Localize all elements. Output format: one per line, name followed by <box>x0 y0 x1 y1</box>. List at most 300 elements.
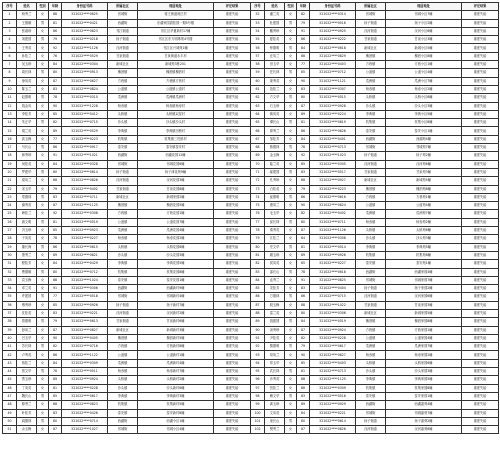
left-name-cell: 邓兰英 <box>17 285 37 293</box>
left-seq-cell: 37 <box>3 309 17 317</box>
left-community-cell: 沙头镇 <box>108 119 138 127</box>
right-seq-cell: 69 <box>251 152 265 160</box>
right-age-cell: 83 <box>297 285 310 293</box>
left-age-cell: 90 <box>49 102 62 110</box>
right-id-number-cell: 321022****1023 <box>310 152 356 160</box>
left-result-cell: 重度失能 <box>214 52 251 60</box>
right-result-cell: 重度失能 <box>462 409 499 417</box>
left-name-cell: 曾德明 <box>17 318 37 326</box>
right-seq-cell: 95 <box>251 368 265 376</box>
left-seq-cell: 4 <box>3 36 17 44</box>
right-id-number-cell: 321022****1125 <box>310 376 356 384</box>
left-seq-cell: 41 <box>3 343 17 351</box>
left-id-number-cell: 321022****0304 <box>62 61 108 69</box>
left-result-cell: 重度失能 <box>214 11 251 19</box>
right-community-cell: 瓜洲镇 <box>356 210 386 218</box>
right-id-number-cell: 321022****0618 <box>310 268 356 276</box>
left-gender-cell: 女 <box>37 77 49 85</box>
right-address-cell: 汊河苑6幢 <box>386 160 462 168</box>
left-result-cell: 重度失能 <box>214 318 251 326</box>
left-result-header: 评定结果 <box>214 3 251 11</box>
left-age-cell: 88 <box>49 276 62 284</box>
left-community-cell: 邗城街 <box>108 11 138 19</box>
right-seq-cell: 99 <box>251 401 265 409</box>
left-age-cell: 86 <box>49 351 62 359</box>
right-seq-cell: 96 <box>251 376 265 384</box>
right-community-cell: 李典镇 <box>356 110 386 118</box>
right-id-number-cell: 321022****0829 <box>310 52 356 60</box>
right-address-cell: 槐泗苑8幢 <box>386 185 462 193</box>
right-gender-cell: 女 <box>285 285 297 293</box>
left-age-cell: 80 <box>49 69 62 77</box>
left-id-number-cell: 321022****0917 <box>62 144 108 152</box>
right-name-cell: 金玉梅 <box>265 152 285 160</box>
right-id-number-cell: 321022****0926 <box>310 251 356 259</box>
right-seq-cell: 90 <box>251 326 265 334</box>
left-name-cell: 冯玉珍 <box>17 227 37 235</box>
right-gender-cell: 女 <box>285 401 297 409</box>
right-id-number-cell: 321022****0617 <box>310 343 356 351</box>
left-age-cell: 86 <box>49 27 62 35</box>
right-seq-cell: 66 <box>251 127 265 135</box>
left-address-cell: 新城苑3栋201 <box>138 61 214 69</box>
left-gender-cell: 男 <box>37 293 49 301</box>
left-name-cell: 梁凤兰 <box>17 177 37 185</box>
right-name-cell: 邹桂芳 <box>265 135 285 143</box>
left-address-cell: 甘泉新村6幢 <box>138 318 214 326</box>
left-address-cell: 甘泉街道永丰村 <box>138 52 214 60</box>
left-address-cell: 邗江区东方明珠苑4号楼 <box>138 36 214 44</box>
right-result-cell: 重度失能 <box>462 69 499 77</box>
left-community-cell: 杨寿镇 <box>108 368 138 376</box>
left-seq-cell: 43 <box>3 359 17 367</box>
right-id-number-cell: 321022****0305 <box>310 160 356 168</box>
right-community-cell: 扬子街道 <box>356 19 386 27</box>
right-gender-cell: 女 <box>285 11 297 19</box>
right-seq-cell: 85 <box>251 285 265 293</box>
left-address-cell: 杭集花园8幢 <box>138 268 214 276</box>
right-gender-cell: 女 <box>285 251 297 259</box>
right-community-cell: 杨寿镇 <box>356 85 386 93</box>
right-name-cell: 龚玉珍 <box>265 401 285 409</box>
left-address-cell: 杭集新村5幢 <box>138 401 214 409</box>
right-seq-cell: 77 <box>251 218 265 226</box>
right-community-header: 所属社区 <box>356 3 386 11</box>
left-age-cell: 86 <box>49 243 62 251</box>
right-id-number-cell: 321022****0619 <box>310 119 356 127</box>
right-result-cell: 重度失能 <box>462 102 499 110</box>
left-gender-cell: 女 <box>37 359 49 367</box>
table-row <box>3 144 499 152</box>
right-community-cell: 甘泉街道 <box>356 168 386 176</box>
right-name-cell: 秦秀英 <box>265 227 285 235</box>
right-id-number-cell: 321022****0616 <box>310 193 356 201</box>
right-age-cell: 79 <box>297 343 310 351</box>
right-result-cell: 重度失能 <box>462 177 499 185</box>
left-age-header: 年龄 <box>49 3 62 11</box>
right-seq-cell: 83 <box>251 268 265 276</box>
right-seq-cell: 68 <box>251 144 265 152</box>
left-id-number-cell: 321022****0223 <box>62 135 108 143</box>
left-id-number-cell: 321022****1228 <box>62 102 108 110</box>
left-id-number-cell: 321022****0529 <box>62 52 108 60</box>
left-seq-cell: 40 <box>3 334 17 342</box>
right-seq-cell: 71 <box>251 168 265 176</box>
left-seq-cell: 39 <box>3 326 17 334</box>
right-gender-header: 性别 <box>285 3 297 11</box>
left-community-cell: 沙头镇 <box>108 384 138 392</box>
right-result-cell: 重度失能 <box>462 85 499 93</box>
left-gender-cell: 男 <box>37 119 49 127</box>
right-name-cell: 康凤兰 <box>265 202 285 210</box>
left-gender-cell: 男 <box>37 144 49 152</box>
right-address-cell: 李典苑5幢 <box>386 243 462 251</box>
left-result-cell: 重度失能 <box>214 251 251 259</box>
table-row <box>3 19 499 27</box>
right-community-cell: 泰安镇 <box>356 392 386 400</box>
right-gender-cell: 女 <box>285 351 297 359</box>
left-id-number-cell: 321022****0716 <box>62 343 108 351</box>
right-name-cell: 顾玉珍 <box>265 251 285 259</box>
table-row <box>3 168 499 176</box>
right-result-cell: 重度失能 <box>462 210 499 218</box>
left-address-cell: 沙头镇沙头村 <box>138 119 214 127</box>
right-result-cell: 重度失能 <box>462 376 499 384</box>
left-address-cell: 李典新村3幢 <box>138 392 214 400</box>
right-address-cell: 扬子嘉苑2幢 <box>386 417 462 425</box>
right-result-cell: 重度失能 <box>462 110 499 118</box>
right-gender-cell: 男 <box>285 368 297 376</box>
left-result-cell: 重度失能 <box>214 85 251 93</box>
right-gender-cell: 女 <box>285 135 297 143</box>
left-address-cell: 李典花园5幢 <box>138 260 214 268</box>
left-seq-cell: 22 <box>3 185 17 193</box>
right-id-number-cell: 321022****0712 <box>310 69 356 77</box>
right-seq-cell: 76 <box>251 210 265 218</box>
right-id-number-header: 身份证号码 <box>310 3 356 11</box>
left-result-cell: 重度失能 <box>214 276 251 284</box>
right-seq-cell: 78 <box>251 227 265 235</box>
table-row <box>3 177 499 185</box>
right-gender-cell: 女 <box>285 110 297 118</box>
right-community-cell: 杨寿镇 <box>356 351 386 359</box>
right-name-cell: 谭长山 <box>265 119 285 127</box>
right-community-cell: 头桥镇 <box>356 359 386 367</box>
right-community-cell: 公道镇 <box>356 334 386 342</box>
right-seq-header: 序号 <box>251 3 265 11</box>
left-gender-cell: 女 <box>37 309 49 317</box>
left-result-cell: 重度失能 <box>214 426 251 434</box>
left-seq-cell: 29 <box>3 243 17 251</box>
left-age-cell: 78 <box>49 94 62 102</box>
right-address-cell: 瓜洲苑7幢 <box>386 210 462 218</box>
left-community-cell: 杭集镇 <box>108 135 138 143</box>
left-seq-cell: 44 <box>3 368 17 376</box>
right-address-cell: 头桥小区6幢 <box>386 94 462 102</box>
right-age-cell: 82 <box>297 11 310 19</box>
left-id-number-cell: 321022****0625 <box>62 11 108 19</box>
right-result-cell: 重度失能 <box>462 343 499 351</box>
left-name-cell: 赵德明 <box>17 94 37 102</box>
left-seq-cell: 30 <box>3 251 17 259</box>
right-age-cell: 88 <box>297 177 310 185</box>
left-community-cell: 杨寿镇 <box>108 102 138 110</box>
right-seq-cell: 82 <box>251 260 265 268</box>
left-seq-cell: 3 <box>3 27 17 35</box>
right-community-cell: 汊河街道 <box>356 160 386 168</box>
left-gender-cell: 女 <box>37 177 49 185</box>
right-result-cell: 重度失能 <box>462 351 499 359</box>
left-gender-cell: 女 <box>37 152 49 160</box>
right-seq-cell: 55 <box>251 36 265 44</box>
left-community-cell: 泰安镇 <box>108 276 138 284</box>
table-row <box>3 251 499 259</box>
left-age-cell: 92 <box>49 210 62 218</box>
right-id-number-cell: 321022****0519 <box>310 318 356 326</box>
right-result-cell: 重度失能 <box>462 260 499 268</box>
right-address-cell: 甘泉苑3幢 <box>386 168 462 176</box>
right-gender-cell: 女 <box>285 61 297 69</box>
right-gender-cell: 男 <box>285 19 297 27</box>
right-gender-cell: 女 <box>285 127 297 135</box>
left-age-cell: 85 <box>49 392 62 400</box>
table-row <box>3 69 499 77</box>
right-address-cell: 沙头苑3幢 <box>386 235 462 243</box>
left-gender-cell: 女 <box>37 409 49 417</box>
left-gender-cell: 女 <box>37 260 49 268</box>
table-row <box>3 202 499 210</box>
right-age-cell: 85 <box>297 69 310 77</box>
right-result-cell: 重度失能 <box>462 36 499 44</box>
left-community-cell: 槐泗镇 <box>108 202 138 210</box>
table-row <box>3 285 499 293</box>
left-address-cell: 蒋王街道蒋庄村 <box>138 11 214 19</box>
left-gender-cell: 女 <box>37 85 49 93</box>
right-community-cell: 头桥镇 <box>356 227 386 235</box>
left-seq-cell: 35 <box>3 293 17 301</box>
left-gender-cell: 男 <box>37 19 49 27</box>
right-seq-cell: 53 <box>251 19 265 27</box>
right-seq-cell: 67 <box>251 135 265 143</box>
left-result-cell: 重度失能 <box>214 309 251 317</box>
right-seq-cell: 63 <box>251 102 265 110</box>
left-gender-cell: 女 <box>37 127 49 135</box>
right-result-cell: 重度失能 <box>462 202 499 210</box>
left-community-cell: 槐泗镇 <box>108 69 138 77</box>
right-age-cell: 83 <box>297 85 310 93</box>
left-name-cell: 于凤英 <box>17 235 37 243</box>
right-gender-cell: 女 <box>285 77 297 85</box>
left-name-cell: 刘建国 <box>17 36 37 44</box>
table-row <box>3 210 499 218</box>
left-gender-cell: 男 <box>37 69 49 77</box>
left-seq-cell: 15 <box>3 127 17 135</box>
left-id-number-cell: 321022****0511 <box>62 368 108 376</box>
left-id-number-cell: 321022****0613 <box>62 318 108 326</box>
right-gender-cell: 女 <box>285 185 297 193</box>
left-seq-cell: 25 <box>3 210 17 218</box>
left-age-cell: 85 <box>49 110 62 118</box>
right-age-cell: 86 <box>297 127 310 135</box>
right-id-number-cell: 321022****0825 <box>310 276 356 284</box>
right-result-cell: 重度失能 <box>462 119 499 127</box>
right-community-cell: 杭集镇 <box>356 251 386 259</box>
left-result-cell: 重度失能 <box>214 77 251 85</box>
left-result-cell: 重度失能 <box>214 285 251 293</box>
left-gender-cell: 男 <box>37 392 49 400</box>
left-gender-cell: 女 <box>37 61 49 69</box>
left-community-cell: 汊河街道 <box>108 309 138 317</box>
left-address-cell: 沙头花园3幢 <box>138 251 214 259</box>
left-name-cell: 朱正华 <box>17 119 37 127</box>
right-id-number-cell: 321022****0927 <box>310 177 356 185</box>
left-age-cell: 77 <box>49 135 62 143</box>
assessment-table <box>2 2 499 434</box>
right-address-cell: 泰安家园1幢 <box>386 392 462 400</box>
left-id-number-cell: 321022****0823 <box>62 27 108 35</box>
left-id-number-cell: 321022****0328 <box>62 160 108 168</box>
left-seq-cell: 32 <box>3 268 17 276</box>
left-address-cell: 方巷新村8幢 <box>138 343 214 351</box>
right-seq-cell: 91 <box>251 334 265 342</box>
right-id-number-cell: 321022****0403 <box>310 359 356 367</box>
right-name-cell: 侯凤英 <box>265 260 285 268</box>
left-community-cell: 扬子街道 <box>108 168 138 176</box>
table-row <box>3 318 499 326</box>
left-id-number-cell: 321022****0412 <box>62 110 108 118</box>
left-community-cell: 甘泉街道 <box>108 185 138 193</box>
right-seq-cell: 72 <box>251 177 265 185</box>
right-gender-cell: 男 <box>285 417 297 425</box>
right-age-cell: 80 <box>297 309 310 317</box>
left-gender-cell: 男 <box>37 343 49 351</box>
left-seq-cell: 11 <box>3 94 17 102</box>
right-age-cell: 90 <box>297 77 310 85</box>
right-seq-cell: 64 <box>251 110 265 118</box>
right-name-cell: 毛玉华 <box>265 210 285 218</box>
right-address-cell: 扬子小区2幢 <box>386 19 462 27</box>
left-name-cell: 萧秀兰 <box>17 251 37 259</box>
right-gender-cell: 女 <box>285 52 297 60</box>
right-result-cell: 重度失能 <box>462 135 499 143</box>
right-community-cell: 汊河街道 <box>356 426 386 434</box>
left-address-cell: 头桥新村2幢 <box>138 376 214 384</box>
left-community-cell: 头桥镇 <box>108 110 138 118</box>
left-name-cell: 李桂芳 <box>17 110 37 118</box>
left-age-cell: 87 <box>49 77 62 85</box>
left-id-number-cell: 321022****0614 <box>62 168 108 176</box>
right-age-cell: 84 <box>297 235 310 243</box>
right-age-cell: 80 <box>297 94 310 102</box>
right-gender-cell: 女 <box>285 85 297 93</box>
left-seq-cell: 13 <box>3 110 17 118</box>
right-address-cell: 方巷家园1幢 <box>386 326 462 334</box>
left-age-cell: 88 <box>49 177 62 185</box>
left-result-cell: 重度失能 <box>214 210 251 218</box>
table-row <box>3 135 499 143</box>
right-gender-cell: 女 <box>285 301 297 309</box>
right-name-cell: 熊德林 <box>265 144 285 152</box>
right-result-cell: 重度失能 <box>462 426 499 434</box>
right-seq-cell: 94 <box>251 359 265 367</box>
left-seq-cell: 7 <box>3 61 17 69</box>
left-result-cell: 重度失能 <box>214 343 251 351</box>
left-name-cell: 郑德林 <box>17 193 37 201</box>
left-gender-cell: 男 <box>37 36 49 44</box>
right-id-number-cell: 321022****0514 <box>310 243 356 251</box>
right-gender-cell: 男 <box>285 293 297 301</box>
right-name-cell: 汤秀珍 <box>265 326 285 334</box>
right-address-cell: 扬子家园2幢 <box>386 285 462 293</box>
left-id-number-cell: 321022****0827 <box>62 326 108 334</box>
right-address-cell: 邗城小区7幢 <box>386 11 462 19</box>
right-community-cell: 杭集镇 <box>356 119 386 127</box>
right-gender-cell: 女 <box>285 210 297 218</box>
left-address-cell: 邗城小区4幢 <box>138 426 214 434</box>
right-address-cell: 汊河家园6幢 <box>386 293 462 301</box>
right-name-cell: 赖文华 <box>265 392 285 400</box>
left-result-cell: 重度失能 <box>214 61 251 69</box>
right-gender-cell: 女 <box>285 334 297 342</box>
right-age-cell: 84 <box>297 44 310 52</box>
left-community-cell: 公道镇 <box>108 351 138 359</box>
left-id-number-cell: 321022****0823 <box>62 401 108 409</box>
right-result-cell: 重度失能 <box>462 293 499 301</box>
right-address-cell: 槐泗家园8幢 <box>386 318 462 326</box>
left-address-cell: 瓜洲镇瓜洲村 <box>138 94 214 102</box>
left-community-cell: 李典镇 <box>108 392 138 400</box>
left-result-cell: 重度失能 <box>214 144 251 152</box>
left-result-cell: 重度失能 <box>214 202 251 210</box>
left-address-cell: 泰安花园1幢 <box>138 276 214 284</box>
right-id-number-cell: 321022****1121 <box>310 77 356 85</box>
right-id-number-cell: 321022****0715 <box>310 293 356 301</box>
left-address-cell: 公道新村1幢 <box>138 351 214 359</box>
right-address-cell: 杨寿家园2幢 <box>386 351 462 359</box>
right-address-cell: 新城家园5幢 <box>386 309 462 317</box>
left-gender-cell: 女 <box>37 334 49 342</box>
left-gender-cell: 女 <box>37 227 49 235</box>
left-seq-cell: 51 <box>3 426 17 434</box>
left-community-cell: 甘泉街道 <box>108 318 138 326</box>
table-row <box>3 401 499 409</box>
left-address-cell: 泰安新村8幢 <box>138 409 214 417</box>
left-seq-cell: 20 <box>3 168 17 176</box>
left-address-header: 现居地址 <box>138 3 214 11</box>
left-name-cell: 宋玉华 <box>17 185 37 193</box>
right-seq-cell: 54 <box>251 27 265 35</box>
left-gender-cell: 女 <box>37 251 49 259</box>
right-seq-cell: 75 <box>251 202 265 210</box>
right-result-cell: 重度失能 <box>462 326 499 334</box>
left-id-number-cell: 321022****1125 <box>62 202 108 210</box>
table-row <box>3 384 499 392</box>
left-address-cell: 方巷花园1幢 <box>138 210 214 218</box>
left-gender-cell: 女 <box>37 326 49 334</box>
left-seq-cell: 9 <box>3 77 17 85</box>
left-address-cell: 槐泗镇槐泗村 <box>138 69 214 77</box>
left-id-number-cell: 321022****0712 <box>62 268 108 276</box>
right-community-cell: 公道镇 <box>356 69 386 77</box>
right-age-cell: 86 <box>297 384 310 392</box>
right-name-cell: 龙桂芳 <box>265 285 285 293</box>
right-id-number-cell: 321022****0711 <box>310 218 356 226</box>
left-age-cell: 84 <box>49 61 62 69</box>
right-age-cell: 87 <box>297 326 310 334</box>
left-address-cell: 邗城新村4幢 <box>138 293 214 301</box>
right-community-cell: 甘泉街道 <box>356 301 386 309</box>
left-age-cell: 92 <box>49 44 62 52</box>
